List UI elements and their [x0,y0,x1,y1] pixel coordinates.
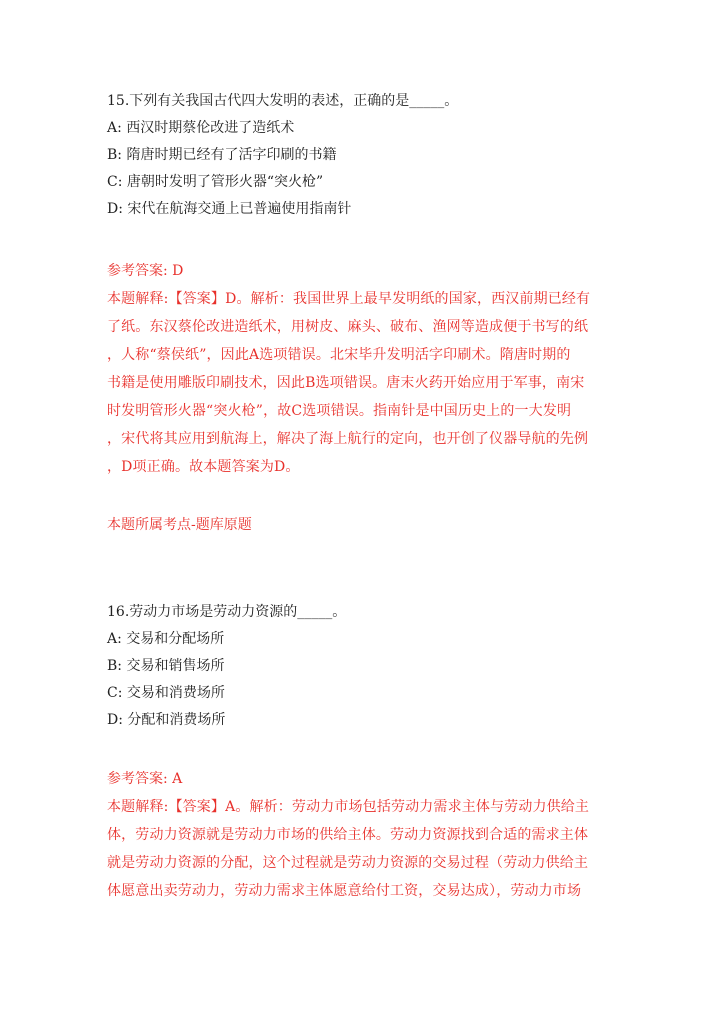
answer-section-16 [107,766,627,905]
explanation-line: ，人称“蔡侯纸”，因此A选项错误。北宋毕升发明活字印刷术。隋唐时期的 [107,347,571,363]
explanation-line: 就是劳动力资源的分配，这个过程就是劳动力资源的交易过程（劳动力供给主 [107,855,589,871]
question-stem: 16.劳动力市场是劳动力资源的_____。 [107,604,347,620]
reference-answer: 参考答案: A [107,771,183,787]
option-a: A: 交易和分配场所 [107,631,225,647]
explanation-line: 了纸。东汉蔡伦改进造纸术，用树皮、麻头、破布、渔网等造成便于书写的纸 [107,319,589,335]
explanation-line: 体，劳动力资源就是劳动力市场的供给主体。劳动力资源找到合适的需求主体 [107,827,589,843]
option-d: D: 宋代在航海交通上已普遍使用指南针 [107,201,352,217]
option-d: D: 分配和消费场所 [107,712,226,728]
option-b: B: 隋唐时期已经有了活字印刷的书籍 [107,147,337,163]
option-b: B: 交易和销售场所 [107,658,225,674]
option-c: C: 唐朝时发明了管形火器“突火枪” [107,174,324,190]
explanation-line: 书籍是使用雕版印刷技术，因此B选项错误。唐末火药开始应用于军事，南宋 [107,375,585,391]
explanation-line: 本题解释:【答案】D。解析：我国世界上最早发明纸的国家，西汉前期已经有 [107,291,591,307]
answer-section-15 [107,258,627,481]
explanation-line: ，宋代将其应用到航海上，解决了海上航行的定向，也开创了仪器导航的先例 [107,431,589,447]
option-a: A: 西汉时期蔡伦改进了造纸术 [107,120,295,136]
explanation-line: ，D项正确。故本题答案为D。 [107,459,300,475]
question-16 [107,599,627,734]
option-c: C: 交易和消费场所 [107,685,225,701]
question-stem: 15.下列有关我国古代四大发明的表述，正确的是_____。 [107,93,459,109]
explanation-line: 时发明管形火器“突火枪”，故C选项错误。指南针是中国历史上的一大发明 [107,403,572,419]
question-15 [107,88,627,223]
knowledge-point: 本题所属考点-题库原题 [107,517,252,533]
knowledge-point-15 [107,512,627,539]
explanation-line: 体愿意出卖劳动力，劳动力需求主体愿意给付工资，交易达成），劳动力市场 [107,883,582,899]
reference-answer: 参考答案: D [107,263,184,279]
explanation-line: 本题解释:【答案】A。解析：劳动力市场包括劳动力需求主体与劳动力供给主 [107,799,590,815]
